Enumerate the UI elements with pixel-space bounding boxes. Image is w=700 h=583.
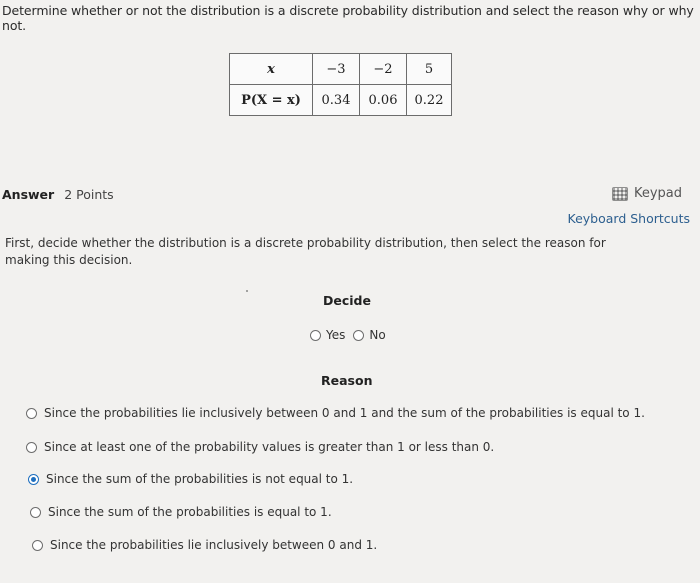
x-header: x [230, 54, 313, 85]
answer-header [2, 187, 114, 202]
table-row [230, 85, 452, 116]
reason-label-5: Since the probabilities lie inclusively between 0 and 1. [50, 538, 378, 552]
answer-label: Answer [2, 187, 55, 202]
p-value-2: 0.06 [360, 85, 407, 116]
reason-option-3[interactable] [28, 472, 353, 486]
keypad-button[interactable] [612, 186, 682, 201]
decide-no-label: No [369, 328, 386, 342]
decide-yes-option[interactable] [310, 328, 345, 342]
reason-title: Reason [321, 373, 373, 388]
decide-radio-group [310, 328, 394, 342]
cursor-dot [246, 290, 248, 292]
keyboard-shortcuts-link[interactable]: Keyboard Shortcuts [567, 211, 690, 226]
reason-radio-5[interactable] [32, 540, 43, 551]
radio-yes[interactable] [310, 330, 321, 341]
points-label: 2 Points [64, 187, 114, 202]
p-value-3: 0.22 [407, 85, 452, 116]
reason-label-2: Since at least one of the probability values is greater than 1 or less than 0. [44, 440, 495, 454]
reason-label-4: Since the sum of the probabilities is equal to 1. [48, 505, 332, 519]
question-text: Determine whether or not the distribution is a discrete probability distribution and select the reason why or why not. [2, 3, 694, 33]
x-value-2: −2 [360, 54, 407, 85]
keypad-icon [612, 187, 628, 201]
instructions-text: First, decide whether the distribution is a discrete probability distribution, then select the reason for making this decision. [5, 236, 606, 267]
reason-option-2[interactable] [26, 440, 494, 454]
x-value-1: −3 [313, 54, 360, 85]
decide-title: Decide [323, 293, 371, 308]
reason-option-5[interactable] [32, 538, 377, 552]
table-row [230, 54, 452, 85]
decide-yes-label: Yes [326, 328, 346, 342]
reason-radio-2[interactable] [26, 442, 37, 453]
reason-label-3: Since the sum of the probabilities is not equal to 1. [46, 472, 354, 486]
p-value-1: 0.34 [313, 85, 360, 116]
reason-radio-4[interactable] [30, 507, 41, 518]
reason-option-4[interactable] [30, 505, 332, 519]
keypad-label: Keypad [633, 186, 682, 201]
reason-option-1[interactable] [26, 406, 645, 420]
distribution-table [229, 53, 452, 116]
decide-no-option[interactable] [353, 328, 385, 342]
reason-label-1: Since the probabilities lie inclusively between 0 and 1 and the sum of the probabilities is equal to 1. [44, 406, 645, 420]
radio-no[interactable] [353, 330, 364, 341]
reason-radio-3[interactable] [28, 474, 39, 485]
p-header: P(X = x) [230, 85, 313, 116]
x-value-3: 5 [407, 54, 452, 85]
reason-radio-1[interactable] [26, 408, 37, 419]
